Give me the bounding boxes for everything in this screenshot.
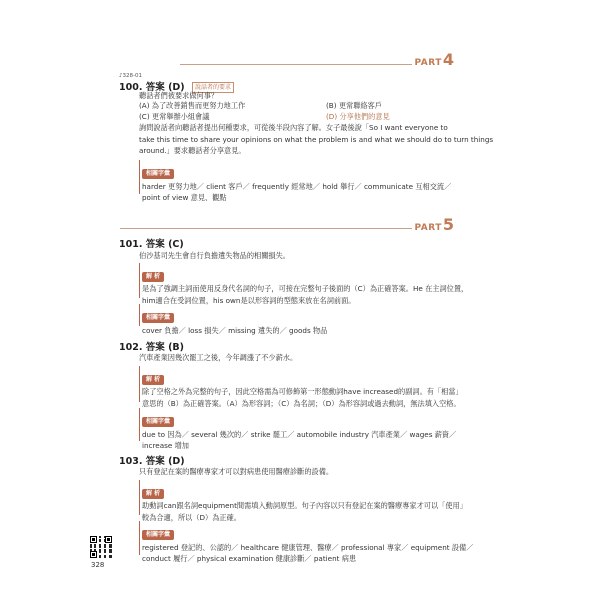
q101-answer: 答案 (C) [145,239,184,250]
track-label: 328-01 [122,73,142,79]
q103-analysis-badge: 解 析 [142,489,164,499]
part4-number: 4 [442,50,454,69]
analysis-line: 是為了強調主詞而使用反身代名詞的句子，可接在完整句子後面的（C）為正確答案。He 在主詞位置， [142,284,469,293]
q100-question: 聽話者們被要求做何事？ [139,91,219,100]
q103-analysis [142,480,467,523]
q100-option-d: (D) 分享他們的意見 [326,112,390,121]
q100-answer: 答案 (D) [145,82,185,93]
analysis-line: 助動詞can跟名詞equipment間需填入動詞原型。句子內容以只有登記在案的醫療專家才可以「使用」 [142,501,467,510]
q100-vocab [142,160,451,203]
part4-word: PART [414,58,442,68]
q102-vocab-badge: 相關字彙 [142,417,174,427]
q102-number: 102. [119,342,143,353]
q101-analysis-badge: 解 析 [142,272,164,282]
vocab-line: increase 增加 [142,441,189,450]
q103-translation: 只有登記在案的醫療專家才可以對病患使用醫療診斷的設備。 [139,467,334,476]
part5-number: 5 [442,215,454,234]
q100-vocab-box [139,160,140,194]
q102-answer: 答案 (B) [145,342,184,353]
q102-analysis [142,366,463,409]
audio-track-icon: ♪ [119,73,123,79]
vocab-line: due to 因為／ several 幾次的／ strike 罷工／ automobile industry 汽車產業／ wages 薪資／ [142,430,457,439]
qr-corner [90,551,97,558]
q101-translation: 伯沙基司先生會自行負擔遺失物品的相關損失。 [139,251,290,260]
q100-explanation [139,122,493,157]
q100-number: 100. [119,82,143,93]
analysis-line: 意思的（B）為正確答案。（A）為形容詞；（C）為名詞；（D）為形容詞或過去動詞，無法填入空格。 [142,398,461,408]
q101-analysis [142,263,468,306]
q102-header [119,339,184,353]
q103-analysis-box [139,480,140,515]
q100-explanation-line: around.」要求聽話者分享意見。 [139,146,246,155]
part5-rule [120,228,412,229]
q100-explanation-line: 詢問說話者向聽話者提出何種要求，可從後半段內容了解。女子最後說「So I want everyone to [139,123,448,132]
q100-tag: 說話者的要求 [192,82,234,93]
q102-analysis-badge: 解 析 [142,375,164,385]
q101-vocab [142,304,327,336]
q101-number: 101. [119,239,143,250]
q100-option-c: (C) 更常舉辦小組會議 [139,112,210,121]
q100-option-b: (B) 更常聯絡客戶 [326,101,382,110]
q101-header [119,236,184,250]
vocab-line: cover 負擔／ loss 損失／ missing 遺失的／ goods 物品 [142,326,328,335]
q103-vocab [142,521,473,564]
qr-corner [105,536,112,543]
page-number: 328 [91,561,105,569]
q102-analysis-box [139,366,140,402]
part4-heading [414,50,454,69]
q103-number: 103. [119,456,143,467]
q100-vocab-badge: 相關字彙 [142,169,174,179]
q101-vocab-badge: 相關字彙 [142,313,174,323]
q103-vocab-badge: 相關字彙 [142,530,174,540]
q101-vocab-box [139,304,140,326]
q100-option-a: (A) 為了改善銷售而更努力地工作 [139,101,246,110]
vocab-line: registered 登記的、公認的／ healthcare 健康管理、醫療／ professional 專家／ equipment 設備／ [142,543,474,552]
q102-vocab [142,408,456,451]
part5-word: PART [414,223,442,233]
q101-analysis-box [139,263,140,298]
q103-vocab-box [139,521,140,555]
q102-vocab-box [139,408,140,441]
part5-heading [414,215,454,234]
qr-corner [90,536,97,543]
q100-explanation-line: take this time to share your opinions on what the problem is and what we should do to turn things [139,134,494,144]
analysis-line: him適合在受詞位置，his own是以形容詞的型態來放在名詞前面。 [142,295,356,305]
q103-answer: 答案 (D) [145,456,185,467]
vocab-line: point of view 意見、觀點 [142,193,227,202]
q102-translation: 汽車產業因幾次罷工之後，今年調漲了不少薪水。 [139,353,298,362]
analysis-line: 較為合適，所以（D）為正確。 [142,512,241,522]
vocab-line: conduct 履行／ physical examination 健康診斷／ patient 病患 [142,554,357,563]
analysis-line: 除了空格之外為完整的句子，因此空格需為可修飾第一形態動詞have increased的副詞。有「相當」 [142,387,463,396]
vocab-line: harder 更努力地／ client 客戶／ frequently 經常地／ hold 舉行／ communicate 互相交流／ [142,182,452,191]
part4-rule [180,64,412,65]
q103-header [119,453,185,467]
